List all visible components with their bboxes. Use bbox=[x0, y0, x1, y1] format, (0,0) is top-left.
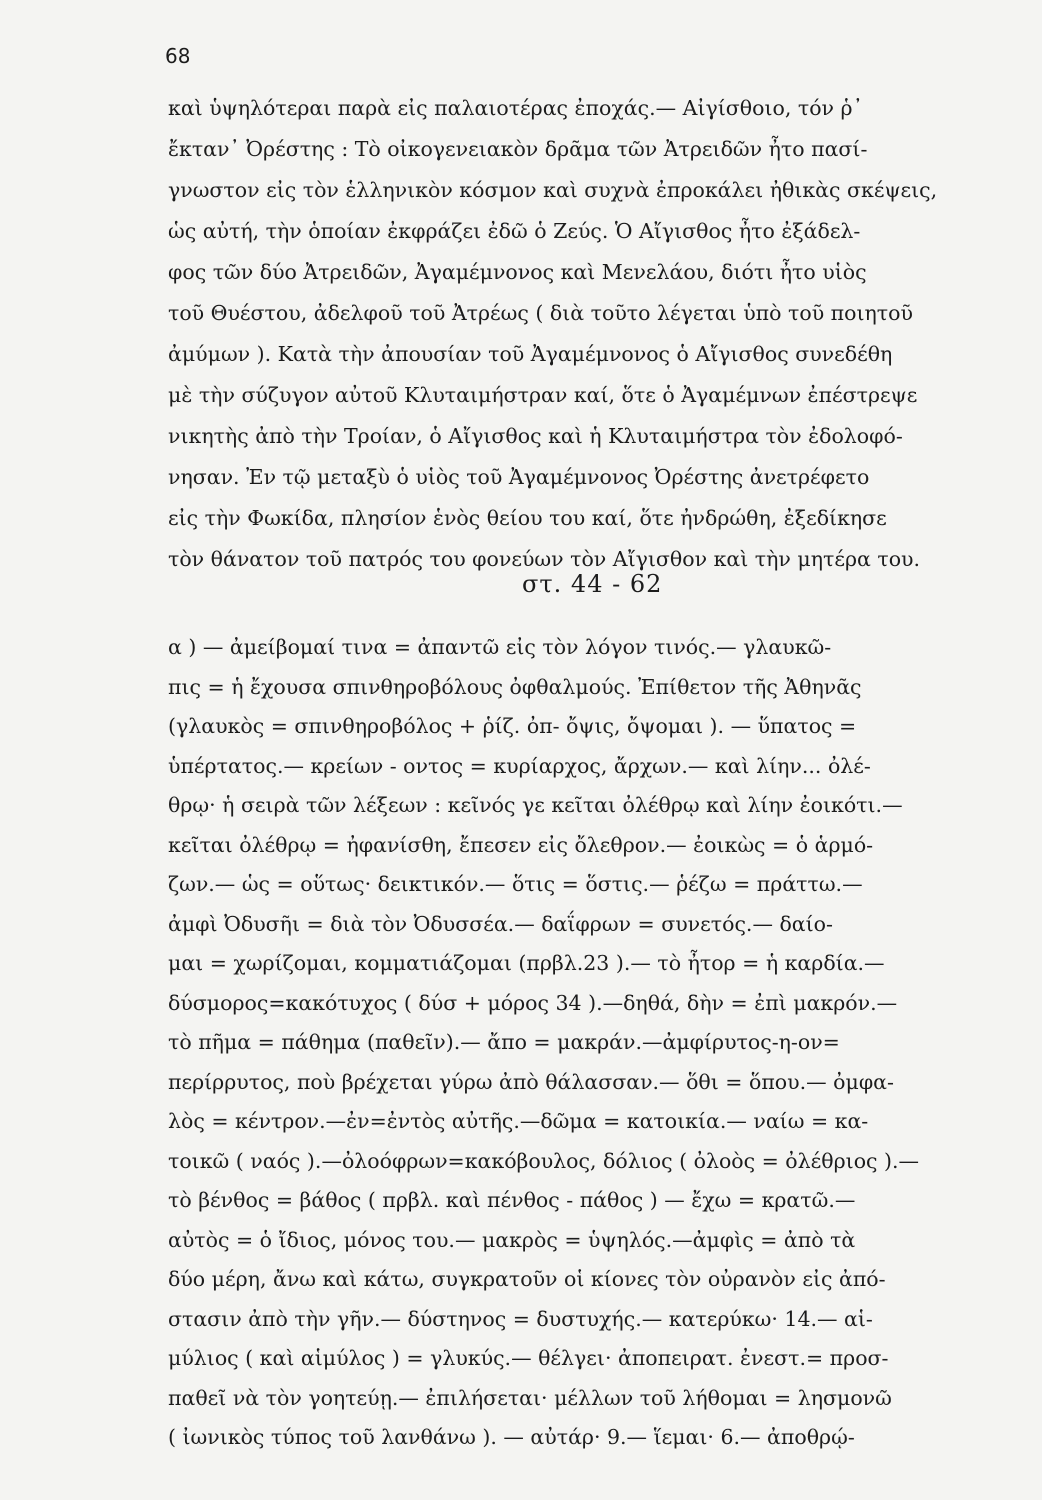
text-line: γνωστον εἰς τὸν ἑλληνικὸν κόσμον καὶ συχνὰ ἐπροκάλει ἠθικὰς σκέψεις, bbox=[168, 178, 938, 202]
glossary-section bbox=[168, 628, 1020, 1458]
text-line: μὲ τὴν σύζυγον αὐτοῦ Κλυταιμήστραν καί, ὅτε ὁ Ἀγαμέμνων ἐπέστρεψε bbox=[168, 383, 918, 407]
glossary-line: αὐτὸς = ὁ ἴδιος, μόνος του.— μακρὸς = ὑψηλός.—ἀμφὶς = ἀπὸ τὰ bbox=[168, 1227, 856, 1252]
page-number: 68 bbox=[165, 44, 191, 68]
glossary-line: (γλαυκὸς = σπινθηροβόλος + ῥίζ. ὀπ- ὄψις, ὄψομαι ). — ὕπατος = bbox=[168, 714, 857, 738]
glossary-line: ἀμφὶ Ὀδυσῆι = διὰ τὸν Ὀδυσσέα.— δαΐφρων = συνετός.— δαίο- bbox=[168, 911, 833, 936]
glossary-line: θρῳ· ἡ σειρὰ τῶν λέξεων : κεῖνός γε κεῖται ὀλέθρῳ καὶ λίην ἐοικότι.— bbox=[168, 793, 903, 817]
text-line: νησαν. Ἐν τῷ μεταξὺ ὁ υἱὸς τοῦ Ἀγαμέμνονος Ὀρέστης ἀνετρέφετο bbox=[168, 465, 870, 489]
text-line: ὡς αὐτή, τὴν ὁποίαν ἐκφράζει ἐδῶ ὁ Ζεύς. Ὁ Αἴγισθος ἦτο ἐξάδελ- bbox=[168, 219, 861, 243]
glossary-line: δύσμορος=κακότυχος ( δύσ + μόρος 34 ).—δηθά, δὴν = ἐπὶ μακρόν.— bbox=[168, 990, 898, 1015]
glossary-line: πις = ἡ ἔχουσα σπινθηροβόλους ὀφθαλμούς. Ἐπίθετον τῆς Ἀθηνᾶς bbox=[168, 674, 862, 699]
glossary-line: ζων.— ὡς = οὕτως· δεικτικόν.— ὅτις = ὅστις.— ῥέζω = πράττω.— bbox=[168, 872, 863, 896]
glossary-line: ὑπέρτατος.— κρείων - οντος = κυρίαρχος, ἄρχων.— καὶ λίην... ὀλέ- bbox=[168, 753, 871, 778]
text-line: καὶ ὑψηλότεραι παρὰ εἰς παλαιοτέρας ἐποχάς.— Αἰγίσθοιο, τόν ῥ᾿ bbox=[168, 96, 863, 120]
text-line: ἀμύμων ). Κατὰ τὴν ἀπουσίαν τοῦ Ἀγαμέμνονος ὁ Αἴγισθος συνεδέθη bbox=[168, 342, 893, 366]
glossary-line: περίρρυτος, ποὺ βρέχεται γύρω ἀπὸ θάλασσαν.— ὅθι = ὅπου.— ὀμφα- bbox=[168, 1069, 894, 1094]
glossary-line: τὸ πῆμα = πάθημα (παθεῖν).— ἄπο = μακράν.—ἀμφίρυτος-η-ον= bbox=[168, 1030, 840, 1054]
glossary-line: μύλιος ( καὶ αἱμύλος ) = γλυκύς.— θέλγει· ἀποπειρατ. ἐνεστ.= προσ- bbox=[168, 1346, 889, 1370]
glossary-line: τοικῶ ( ναός ).—ὀλοόφρων=κακόβουλος, δόλιος ( ὀλοὸς = ὀλέθριος ).— bbox=[168, 1148, 920, 1173]
glossary-line: παθεῖ νὰ τὸν γοητεύῃ.— ἐπιλήσεται· μέλλων τοῦ λήθομαι = λησμονῶ bbox=[168, 1385, 892, 1410]
text-line: εἰς τὴν Φωκίδα, πλησίον ἑνὸς θείου του καί, ὅτε ἠνδρώθη, ἐξεδίκησε bbox=[168, 506, 887, 530]
text-line: νικητὴς ἀπὸ τὴν Τροίαν, ὁ Αἴγισθος καὶ ἡ Κλυταιμήστρα τὸν ἐδολοφό- bbox=[168, 424, 903, 448]
commentary-paragraph bbox=[168, 88, 1020, 580]
section-heading: στ. 44 - 62 bbox=[522, 570, 663, 598]
glossary-line: λὸς = κέντρον.—ἐν=ἐντὸς αὐτῆς.—δῶμα = κατοικία.— ναίω = κα- bbox=[168, 1109, 869, 1133]
glossary-line: στασιν ἀπὸ τὴν γῆν.— δύστηνος = δυστυχής.— κατερύκω· 14.— αἱ- bbox=[168, 1306, 873, 1331]
glossary-line: κεῖται ὀλέθρῳ = ἠφανίσθη, ἔπεσεν εἰς ὄλεθρον.— ἐοικὼς = ὁ ἁρμό- bbox=[168, 832, 874, 857]
text-line: φος τῶν δύο Ἀτρειδῶν, Ἀγαμέμνονος καὶ Μενελάου, διότι ἦτο υἱὸς bbox=[168, 260, 867, 284]
glossary-line: τὸ βένθος = βάθος ( πρβλ. καὶ πένθος - πάθος ) — ἔχω = κρατῶ.— bbox=[168, 1188, 856, 1212]
glossary-line: μαι = χωρίζομαι, κομματιάζομαι (πρβλ.23 ).— τὸ ἦτορ = ἡ καρδία.— bbox=[168, 951, 885, 975]
text-line: ἔκταν᾿ Ὀρέστης : Τὸ οἰκογενειακὸν δρᾶμα τῶν Ἀτρειδῶν ἦτο πασί- bbox=[168, 137, 868, 161]
text-line: τὸν θάνατον τοῦ πατρός του φονεύων τὸν Αἴγισθον καὶ τὴν μητέρα του. bbox=[168, 547, 921, 571]
glossary-line: δύο μέρη, ἄνω καὶ κάτω, συγκρατοῦν οἱ κίονες τὸν οὐρανὸν εἰς ἀπό- bbox=[168, 1267, 886, 1291]
glossary-line: ( ἰωνικὸς τύπος τοῦ λανθάνω ). — αὐτάρ· 9.— ἵεμαι· 6.— ἀποθρῴ- bbox=[168, 1425, 855, 1449]
glossary-line: α ) — ἀμείβομαί τινα = ἀπαντῶ εἰς τὸν λόγον τινός.— γλαυκῶ- bbox=[168, 635, 832, 659]
text-line: τοῦ Θυέστου, ἀδελφοῦ τοῦ Ἀτρέως ( διὰ τοῦτο λέγεται ὑπὸ τοῦ ποιητοῦ bbox=[168, 301, 913, 325]
